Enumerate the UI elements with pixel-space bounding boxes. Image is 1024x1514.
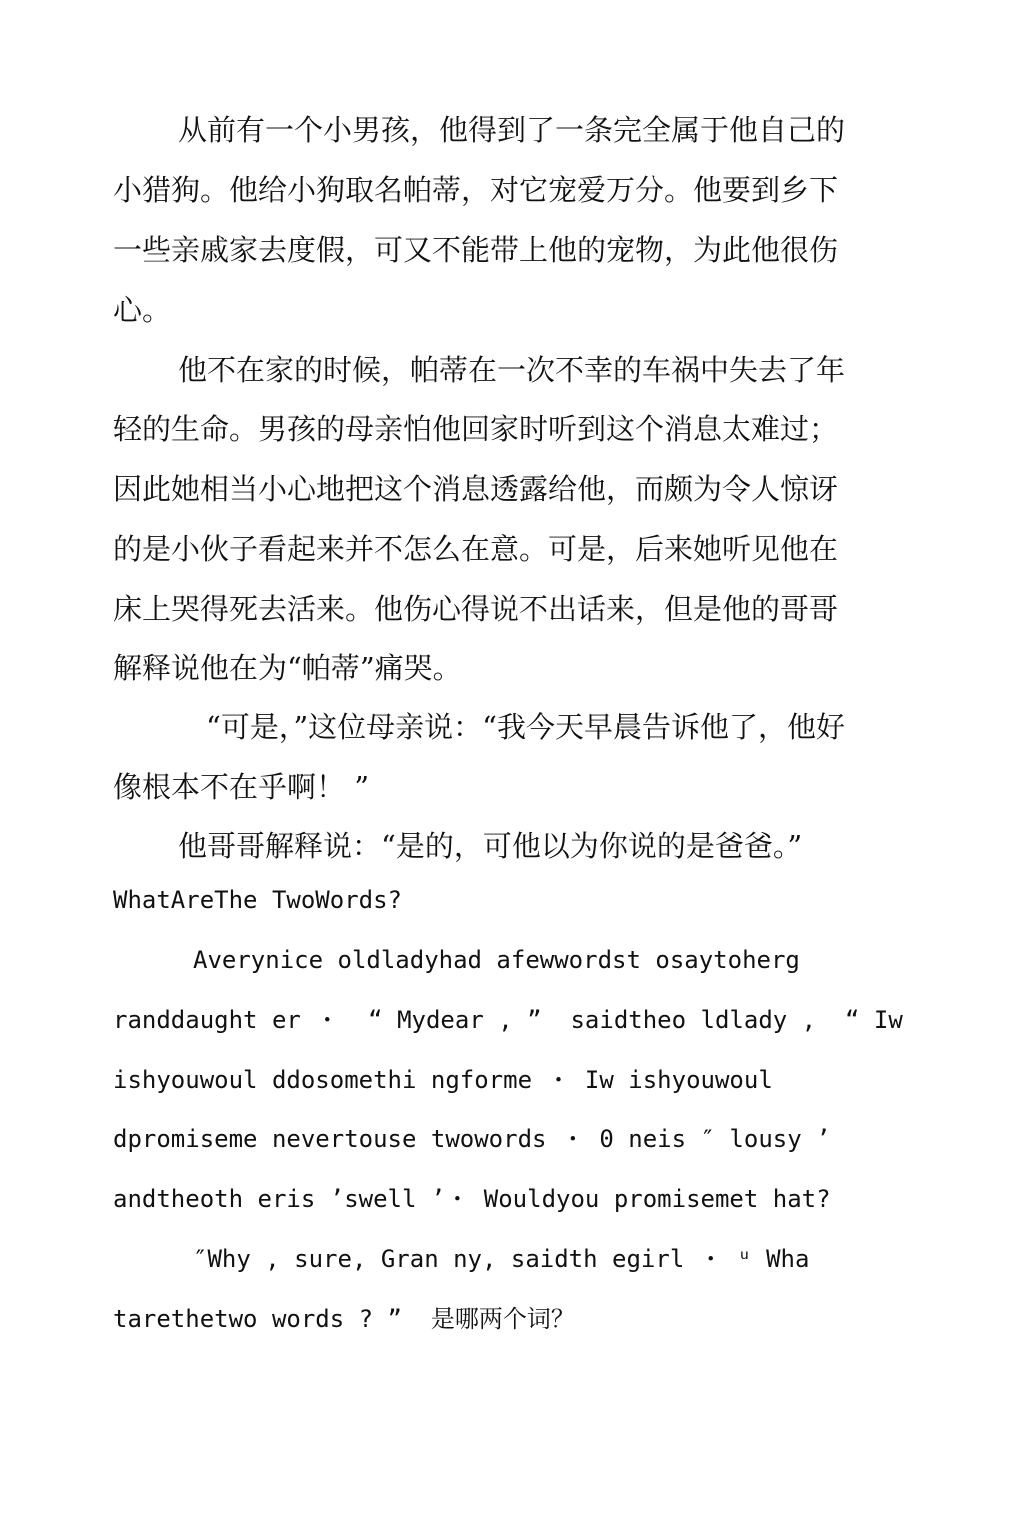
text-line: ishyouwoul ddosomethi ngforme ・ Iw ishyouwoul [113, 1066, 773, 1094]
text-line: 一些亲戚家去度假，可又不能带上他的宠物，为此他很伤 [113, 233, 839, 267]
text-line: 解释说他在为“帕蒂”痛哭。 [113, 651, 462, 685]
text-line: 小猎狗。他给小狗取名帕蒂，对它宠爱万分。他要到乡下 [113, 173, 839, 207]
text-line: 从前有一个小男孩，他得到了一条完全属于他自己的 [178, 113, 846, 147]
text-line: ″Why , sure, Gran ny, saidth egirl ・ ᵘ Wha [193, 1245, 810, 1273]
text-line: 床上哭得死去活来。他伤心得说不出话来，但是他的哥哥 [113, 592, 839, 626]
text-line: randdaught er ・ “ Mydear , ” saidtheo ldlady , “ Iw [113, 1006, 903, 1034]
text-line: 心。 [113, 293, 172, 327]
text-line: “可是，”这位母亲说：“我今天早晨告诉他了，他好 [206, 710, 845, 744]
english-title: WhatAreThe TwoWords? [113, 886, 402, 914]
text-line: 他哥哥解释说：“是的，可他以为你说的是爸爸。” [178, 829, 803, 863]
text-line: andtheoth eris ’swell ’・ Wouldyou promisemet hat? [113, 1185, 831, 1213]
text-line: dpromiseme nevertouse twowords ・ 0 neis ″ lousy ’ [113, 1125, 831, 1153]
text-line: Averynice oldladyhad afewwordst osaytoherg [193, 946, 800, 974]
text-line: 因此她相当小心地把这个消息透露给他，而颇为令人惊讶 [113, 472, 839, 506]
text-line: 像根本不在乎啊！ ” [113, 770, 370, 804]
text-line: 的是小伙子看起来并不怎么在意。可是，后来她听见他在 [113, 532, 839, 566]
text-line: tarethetwo words ? ” 是哪两个词？ [113, 1305, 575, 1333]
text-line: 他不在家的时候，帕蒂在一次不幸的车祸中失去了年 [178, 353, 846, 387]
text-line: 轻的生命。男孩的母亲怕他回家时听到这个消息太难过； [113, 412, 839, 446]
